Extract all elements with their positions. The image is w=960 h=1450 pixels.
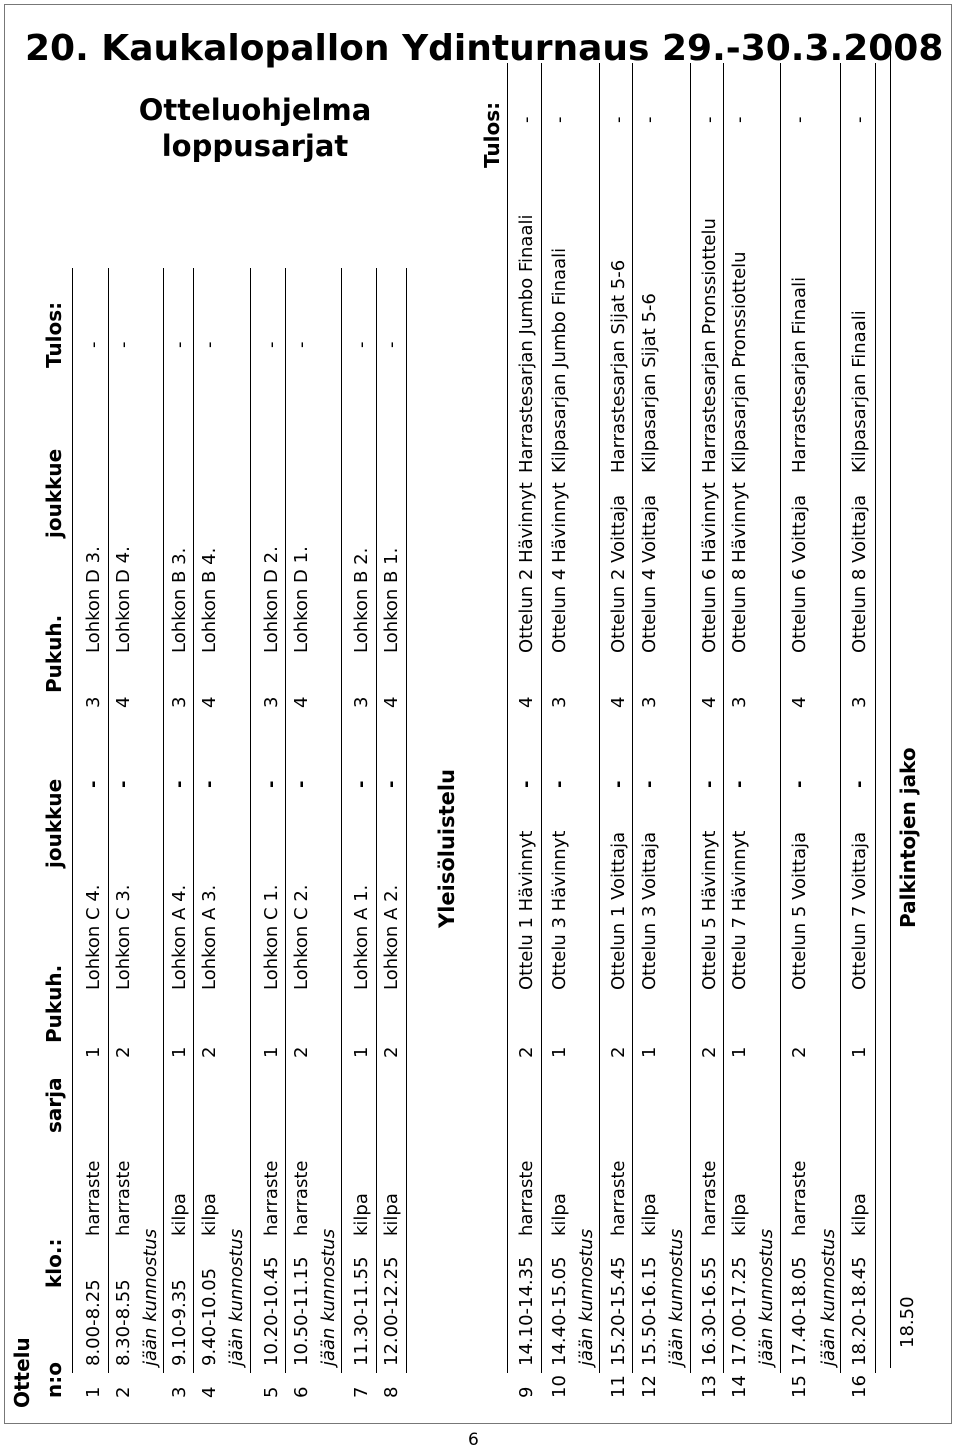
subtitle-line-1: Otteluohjelma	[138, 93, 372, 127]
team-1: Lohkon A 2.	[381, 884, 402, 990]
locker-room-2: 3	[849, 696, 870, 708]
team-2: Ottelun 4 Voittaja	[639, 494, 660, 653]
table-row	[607, 68, 631, 1408]
page-number: 6	[468, 1430, 479, 1450]
team-1: Ottelun 3 Voittaja	[639, 831, 660, 990]
locker-room-2: 4	[789, 696, 810, 708]
locker-room-1: 1	[549, 1046, 570, 1058]
row-rule	[376, 268, 377, 1373]
match-time: 16.30-16.55	[699, 1256, 720, 1366]
row-rule	[632, 63, 633, 1373]
locker-room-1: 1	[849, 1046, 870, 1058]
match-series: kilpa	[351, 1193, 372, 1236]
match-number: 9	[516, 1386, 537, 1398]
row-rule	[541, 63, 542, 1373]
team-1: Ottelu 5 Hävinnyt	[699, 830, 720, 990]
match-series: kilpa	[849, 1193, 870, 1236]
match-result: -	[608, 116, 629, 123]
match-series: kilpa	[639, 1193, 660, 1236]
header-pukuh-2: Pukuh.	[42, 614, 66, 693]
match-description: Kilpasarjan Finaali	[849, 310, 870, 473]
locker-room-1: 1	[83, 1046, 104, 1058]
ice-maintenance-note: jään kunnostus	[140, 1228, 161, 1366]
locker-room-2: 4	[113, 696, 134, 708]
locker-room-1: 2	[113, 1046, 134, 1058]
locker-room-1: 2	[381, 1046, 402, 1058]
locker-room-1: 1	[351, 1046, 372, 1058]
public-skating-heading: Yleisöluistelu	[435, 768, 459, 928]
locker-room-2: 4	[199, 696, 220, 708]
team-2: Lohkon B 4.	[199, 547, 220, 653]
locker-room-2: 3	[639, 696, 660, 708]
match-time: 8.30-8.55	[113, 1279, 134, 1366]
locker-room-1: 2	[199, 1046, 220, 1058]
locker-room-2: 3	[351, 696, 372, 708]
match-result: -	[261, 341, 282, 348]
team-1: Ottelun 5 Voittaja	[789, 831, 810, 990]
row-rule	[599, 63, 600, 1373]
table-row	[788, 68, 812, 1408]
match-series: harraste	[261, 1160, 282, 1236]
team-1: Ottelu 7 Hävinnyt	[729, 830, 750, 990]
match-series: kilpa	[169, 1193, 190, 1236]
award-rule	[890, 48, 891, 1368]
table-row	[848, 68, 872, 1408]
match-number: 6	[291, 1386, 312, 1398]
team-1: Lohkon A 3.	[199, 884, 220, 990]
match-result: -	[291, 341, 312, 348]
locker-room-1: 2	[608, 1046, 629, 1058]
table-row	[290, 268, 314, 1408]
subtitle-line-2: loppusarjat	[161, 129, 349, 163]
match-series: harraste	[83, 1160, 104, 1236]
header-sarja: sarja	[42, 1077, 66, 1133]
match-series: harraste	[789, 1160, 810, 1236]
match-number: 13	[699, 1375, 720, 1398]
locker-room-2: 3	[83, 696, 104, 708]
header-joukkue-1: joukkue	[42, 778, 66, 868]
table-row	[698, 68, 722, 1408]
row-rule	[108, 268, 109, 1373]
team-2: Ottelun 8 Voittaja	[849, 494, 870, 653]
locker-room-2: 3	[261, 696, 282, 708]
match-number: 4	[199, 1386, 220, 1398]
match-number: 3	[169, 1386, 190, 1398]
match-description: Harrastesarjan Pronssiottelu	[699, 218, 720, 473]
table-row	[728, 68, 752, 1408]
match-result: -	[83, 341, 104, 348]
ice-maintenance-note: jään kunnostus	[756, 1228, 777, 1366]
match-number: 15	[789, 1375, 810, 1398]
table-row	[350, 268, 374, 1408]
award-row	[896, 68, 922, 1408]
match-result: -	[729, 116, 750, 123]
locker-room-1: 2	[516, 1046, 537, 1058]
match-time: 18.20-18.45	[849, 1256, 870, 1366]
versus-separator: -	[789, 780, 810, 788]
award-time: 18.50	[897, 1296, 918, 1348]
locker-room-1: 1	[261, 1046, 282, 1058]
match-number: 11	[608, 1375, 629, 1398]
match-result: -	[113, 341, 134, 348]
header-joukkue-2: joukkue	[42, 448, 66, 538]
versus-separator: -	[849, 780, 870, 788]
match-time: 10.20-10.45	[261, 1256, 282, 1366]
match-number: 12	[639, 1375, 660, 1398]
match-series: harraste	[608, 1160, 629, 1236]
team-1: Lohkon A 1.	[351, 884, 372, 990]
match-series: harraste	[699, 1160, 720, 1236]
header-ottelu: Ottelu	[10, 1337, 34, 1408]
match-number: 10	[549, 1375, 570, 1398]
match-time: 10.50-11.15	[291, 1256, 312, 1366]
header-no: n:o	[42, 1362, 66, 1398]
match-time: 9.10-9.35	[169, 1279, 190, 1366]
versus-separator: -	[83, 780, 104, 788]
header-rule	[72, 268, 73, 1373]
table-row	[198, 268, 222, 1408]
team-2: Lohkon B 3.	[169, 547, 190, 653]
table-row	[548, 68, 572, 1408]
ice-maintenance-note: jään kunnostus	[666, 1228, 687, 1366]
table-row	[260, 268, 284, 1408]
match-time: 15.20-15.45	[608, 1256, 629, 1366]
match-series: kilpa	[381, 1193, 402, 1236]
schedule-table	[10, 48, 920, 1408]
match-series: harraste	[291, 1160, 312, 1236]
team-1: Ottelu 3 Hävinnyt	[549, 830, 570, 990]
locker-room-1: 1	[729, 1046, 750, 1058]
match-time: 15.50-16.15	[639, 1256, 660, 1366]
match-description: Kilpasarjan Jumbo Finaali	[549, 247, 570, 473]
team-2: Ottelun 2 Voittaja	[608, 494, 629, 653]
row-rule	[690, 63, 691, 1373]
row-rule	[840, 63, 841, 1373]
match-description: Harrastesarjan Finaali	[789, 276, 810, 473]
team-1: Lohkon C 1.	[261, 884, 282, 990]
versus-separator: -	[169, 780, 190, 788]
match-description: Kilpasarjan Pronssiottelu	[729, 251, 750, 473]
versus-separator: -	[516, 780, 537, 788]
team-2: Lohkon D 3.	[83, 546, 104, 653]
locker-room-1: 1	[639, 1046, 660, 1058]
versus-separator: -	[699, 780, 720, 788]
match-time: 14.10-14.35	[516, 1256, 537, 1366]
row-rule	[250, 268, 251, 1373]
team-2: Ottelun 4 Hävinnyt	[549, 482, 570, 653]
row-rule	[285, 268, 286, 1373]
locker-room-2: 4	[381, 696, 402, 708]
team-1: Ottelun 7 Voittaja	[849, 831, 870, 990]
ice-maintenance-note: jään kunnostus	[576, 1228, 597, 1366]
row-rule	[163, 268, 164, 1373]
match-result: -	[549, 116, 570, 123]
match-number: 8	[381, 1386, 402, 1398]
locker-room-1: 2	[699, 1046, 720, 1058]
row-rule	[193, 268, 194, 1373]
versus-separator: -	[291, 780, 312, 788]
header-pukuh-1: Pukuh.	[42, 964, 66, 1043]
team-2: Lohkon D 1.	[291, 546, 312, 653]
locker-room-2: 3	[549, 696, 570, 708]
match-number: 2	[113, 1386, 134, 1398]
versus-separator: -	[729, 780, 750, 788]
versus-separator: -	[199, 780, 220, 788]
match-result: -	[699, 116, 720, 123]
locker-room-2: 4	[291, 696, 312, 708]
locker-room-1: 2	[789, 1046, 810, 1058]
page-title: 20. Kaukalopallon Ydinturnaus 29.-30.3.2008	[25, 28, 944, 69]
match-result: -	[381, 341, 402, 348]
row-rule	[341, 268, 342, 1373]
table-row	[380, 268, 404, 1408]
match-time: 8.00-8.25	[83, 1279, 104, 1366]
team-2: Lohkon D 4.	[113, 546, 134, 653]
match-series: harraste	[516, 1160, 537, 1236]
team-2: Ottelun 6 Hävinnyt	[699, 482, 720, 653]
locker-room-1: 2	[291, 1046, 312, 1058]
team-1: Ottelun 1 Voittaja	[608, 831, 629, 990]
match-description: Harrastesarjan Sijat 5-6	[608, 259, 629, 473]
match-number: 5	[261, 1386, 282, 1398]
match-number: 14	[729, 1375, 750, 1398]
table-row	[515, 68, 539, 1408]
match-time: 17.40-18.05	[789, 1256, 810, 1366]
versus-separator: -	[113, 780, 134, 788]
table-row	[168, 268, 192, 1408]
match-time: 9.40-10.05	[199, 1267, 220, 1366]
match-result: -	[639, 116, 660, 123]
table-row	[638, 68, 662, 1408]
team-2: Ottelun 6 Voittaja	[789, 494, 810, 653]
locker-room-2: 4	[516, 696, 537, 708]
match-result: -	[849, 116, 870, 123]
ice-maintenance-note: jään kunnostus	[226, 1228, 247, 1366]
team-2: Lohkon D 2.	[261, 546, 282, 653]
ice-maintenance-note: jään kunnostus	[818, 1228, 839, 1366]
versus-separator: -	[639, 780, 660, 788]
table-row	[82, 268, 106, 1408]
team-2: Ottelun 8 Hävinnyt	[729, 482, 750, 653]
row-rule	[875, 63, 876, 1373]
versus-separator: -	[261, 780, 282, 788]
match-description: Harrastesarjan Jumbo Finaali	[516, 214, 537, 473]
match-description: Kilpasarjan Sijat 5-6	[639, 293, 660, 473]
match-series: kilpa	[199, 1193, 220, 1236]
row-rule	[406, 268, 407, 1373]
match-number: 7	[351, 1386, 372, 1398]
award-label: Palkintojen jako	[896, 747, 920, 928]
locker-room-2: 4	[608, 696, 629, 708]
team-2: Ottelun 2 Hävinnyt	[516, 482, 537, 653]
match-result: -	[516, 116, 537, 123]
versus-separator: -	[351, 780, 372, 788]
ice-maintenance-note: jään kunnostus	[318, 1228, 339, 1366]
locker-room-2: 3	[169, 696, 190, 708]
team-1: Lohkon C 3.	[113, 884, 134, 990]
row-rule	[780, 63, 781, 1373]
match-time: 12.00-12.25	[381, 1256, 402, 1366]
match-series: kilpa	[549, 1193, 570, 1236]
match-time: 14.40-15.05	[549, 1256, 570, 1366]
team-1: Ottelu 1 Hävinnyt	[516, 830, 537, 990]
match-number: 16	[849, 1375, 870, 1398]
versus-separator: -	[608, 780, 629, 788]
match-number: 1	[83, 1386, 104, 1398]
match-result: -	[789, 116, 810, 123]
row-rule	[507, 63, 508, 1373]
locker-room-2: 4	[699, 696, 720, 708]
versus-separator: -	[381, 780, 402, 788]
match-time: 11.30-11.55	[351, 1256, 372, 1366]
locker-room-2: 3	[729, 696, 750, 708]
match-series: kilpa	[729, 1193, 750, 1236]
match-result: -	[169, 341, 190, 348]
table-row	[112, 268, 136, 1408]
team-1: Lohkon A 4.	[169, 884, 190, 990]
match-result: -	[199, 341, 220, 348]
match-time: 17.00-17.25	[729, 1256, 750, 1366]
team-2: Lohkon B 2.	[351, 547, 372, 653]
row-rule	[723, 63, 724, 1373]
team-2: Lohkon B 1.	[381, 547, 402, 653]
match-series: harraste	[113, 1160, 134, 1236]
versus-separator: -	[549, 780, 570, 788]
locker-room-1: 1	[169, 1046, 190, 1058]
team-1: Lohkon C 2.	[291, 884, 312, 990]
header-tulos: Tulos:	[42, 301, 66, 368]
header-tulos-bottom: Tulos:	[480, 101, 504, 168]
match-result: -	[351, 341, 372, 348]
team-1: Lohkon C 4.	[83, 884, 104, 990]
header-klo: klo.:	[42, 1238, 66, 1288]
